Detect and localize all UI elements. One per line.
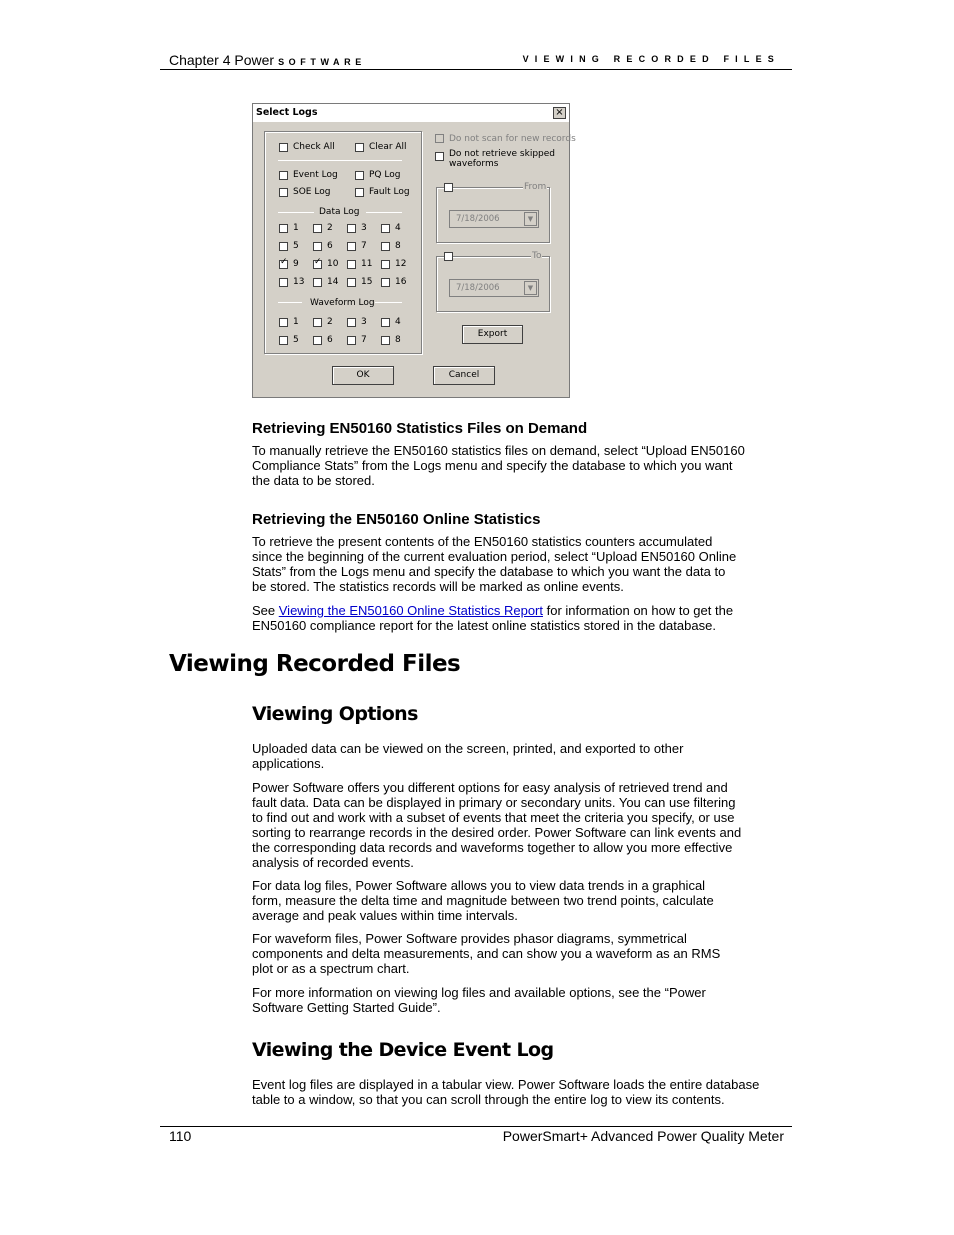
data-log-label-9: 9 — [293, 259, 299, 269]
data-log-label-12: 12 — [395, 259, 407, 269]
data-log-checkbox-7[interactable] — [347, 242, 356, 251]
do-not-retrieve-checkbox[interactable] — [435, 152, 444, 161]
waveform-log-checkbox-5[interactable] — [279, 336, 288, 345]
page-number: 110 — [169, 1128, 192, 1144]
waveform-log-label-5: 5 — [293, 335, 299, 345]
waveform-log-checkbox-1[interactable] — [279, 318, 288, 327]
dialog-titlebar — [253, 104, 569, 123]
data-log-label-13: 13 — [293, 277, 305, 287]
waveform-log-label-4: 4 — [395, 317, 401, 327]
to-date-value: 7/18/2006 — [456, 283, 500, 293]
from-checkbox[interactable] — [444, 183, 453, 192]
footer-product: PowerSmart+ Advanced Power Quality Meter — [502, 1128, 784, 1144]
paragraph: For waveform files, Power Software provides phasor diagrams, symmetrical components and delta measurements, and can show you a waveform as an RMS plot or as a spectrum chart. — [252, 931, 721, 976]
data-log-checkbox-4[interactable] — [381, 224, 390, 233]
to-date-combo[interactable] — [449, 279, 539, 297]
waveform-log-label: Waveform Log — [310, 298, 375, 308]
waveform-log-checkbox-8[interactable] — [381, 336, 390, 345]
do-not-retrieve-label: Do not retrieve skipped waveforms — [449, 149, 556, 169]
data-log-checkbox-3[interactable] — [347, 224, 356, 233]
pq-log-label: PQ Log — [369, 170, 401, 180]
waveform-log-checkbox-2[interactable] — [313, 318, 322, 327]
data-log-label-10: 10 — [327, 259, 339, 269]
export-button[interactable]: Export — [462, 325, 523, 344]
paragraph: To retrieve the present contents of the EN50160 statistics counters accumulated since the beginning of the current evaluation period, select “Upload EN50160 Online Stats” from the Logs menu and specify the database to which you want the data to be stored. The statistics records will be marked as online events. — [252, 534, 737, 594]
data-log-checkbox-2[interactable] — [313, 224, 322, 233]
data-log-label-8: 8 — [395, 241, 401, 251]
chevron-down-icon[interactable]: ▼ — [524, 281, 537, 295]
soe-log-label: SOE Log — [293, 187, 331, 197]
data-log-checkbox-11[interactable] — [347, 260, 356, 269]
data-log-checkbox-8[interactable] — [381, 242, 390, 251]
data-log-checkbox-5[interactable] — [279, 242, 288, 251]
page-title: Viewing Recorded Files — [169, 651, 461, 677]
data-log-checkbox-14[interactable] — [313, 278, 322, 287]
check-all-checkbox[interactable] — [279, 143, 288, 152]
chevron-down-icon[interactable]: ▼ — [524, 212, 537, 226]
header-chapter-text: Chapter 4 Power — [169, 52, 275, 68]
clear-all-checkbox[interactable] — [355, 143, 364, 152]
data-log-checkbox-13[interactable] — [279, 278, 288, 287]
fault-log-label: Fault Log — [369, 187, 410, 197]
paragraph-with-link — [252, 603, 752, 633]
footer-rule — [160, 1126, 792, 1127]
data-log-label-15: 15 — [361, 277, 373, 287]
from-date-combo[interactable] — [449, 210, 539, 228]
data-log-label-5: 5 — [293, 241, 299, 251]
data-log-label-2: 2 — [327, 223, 333, 233]
waveform-log-checkbox-6[interactable] — [313, 336, 322, 345]
cancel-button[interactable]: Cancel — [433, 366, 495, 385]
waveform-log-label-6: 6 — [327, 335, 333, 345]
header-chapter — [169, 52, 366, 68]
data-log-label-3: 3 — [361, 223, 367, 233]
close-icon[interactable]: × — [553, 107, 566, 119]
section-heading: Retrieving the EN50160 Online Statistics — [252, 511, 541, 528]
divider — [366, 212, 402, 213]
paragraph: For more information on viewing log files and available options, see the “Power Software Getting Started Guide”. — [252, 985, 706, 1015]
to-label: To — [532, 251, 542, 261]
data-log-label-4: 4 — [395, 223, 401, 233]
from-date-value: 7/18/2006 — [456, 214, 500, 224]
fault-log-checkbox[interactable] — [355, 188, 364, 197]
event-log-label: Event Log — [293, 170, 338, 180]
do-not-scan-label: Do not scan for new records — [449, 134, 576, 144]
data-log-checkbox-16[interactable] — [381, 278, 390, 287]
data-log-checkbox-12[interactable] — [381, 260, 390, 269]
divider — [278, 160, 402, 161]
section-heading: Retrieving EN50160 Statistics Files on Demand — [252, 420, 588, 437]
divider — [278, 212, 314, 213]
divider — [278, 302, 302, 303]
clear-all-label: Clear All — [369, 142, 407, 152]
waveform-log-checkbox-4[interactable] — [381, 318, 390, 327]
paragraph: Uploaded data can be viewed on the screen, printed, and exported to other applications. — [252, 741, 684, 771]
waveform-log-label-2: 2 — [327, 317, 333, 327]
check-all-label: Check All — [293, 142, 335, 152]
header-section: VIEWING RECORDED FILES — [522, 54, 780, 64]
paragraph: To manually retrieve the EN50160 statistics files on demand, select “Upload EN50160 Compliance Stats” from the Logs menu and specify the database to which you want the data to be stored. — [252, 443, 745, 488]
waveform-log-checkbox-3[interactable] — [347, 318, 356, 327]
data-log-label-1: 1 — [293, 223, 299, 233]
data-log-label-14: 14 — [327, 277, 339, 287]
data-log-label-7: 7 — [361, 241, 367, 251]
data-log-checkbox-6[interactable] — [313, 242, 322, 251]
data-log-checkbox-9[interactable] — [279, 260, 288, 269]
event-log-checkbox[interactable] — [279, 171, 288, 180]
data-log-label: Data Log — [319, 207, 360, 217]
data-log-label-11: 11 — [361, 259, 373, 269]
do-not-scan-checkbox[interactable] — [435, 134, 444, 143]
waveform-log-label-3: 3 — [361, 317, 367, 327]
data-log-checkbox-1[interactable] — [279, 224, 288, 233]
subsection-heading: Viewing Options — [252, 703, 418, 725]
data-log-label-16: 16 — [395, 277, 407, 287]
soe-log-checkbox[interactable] — [279, 188, 288, 197]
ok-button[interactable]: OK — [332, 366, 394, 385]
waveform-log-label-1: 1 — [293, 317, 299, 327]
pq-log-checkbox[interactable] — [355, 171, 364, 180]
report-link[interactable]: Viewing the EN50160 Online Statistics Report — [278, 603, 543, 618]
waveform-log-label-7: 7 — [361, 335, 367, 345]
waveform-log-label-8: 8 — [395, 335, 401, 345]
text: See — [252, 603, 279, 618]
header-rule — [160, 69, 792, 70]
paragraph: For data log files, Power Software allows you to view data trends in a graphical form, measure the delta time and magnitude between two trend points, calculate average and peak values within time intervals. — [252, 878, 714, 923]
subsection-heading: Viewing the Device Event Log — [252, 1039, 554, 1061]
header-software: SOFTWARE — [278, 57, 366, 67]
divider — [375, 302, 402, 303]
paragraph: Event log files are displayed in a tabular view. Power Software loads the entire database table to a window, so that you can scroll through the entire log to view its contents. — [252, 1077, 760, 1107]
data-log-checkbox-10[interactable] — [313, 260, 322, 269]
text: for information on how to get the EN50160 compliance report for the latest online statistics stored in the database. — [252, 603, 734, 633]
data-log-checkbox-15[interactable] — [347, 278, 356, 287]
to-checkbox[interactable] — [444, 252, 453, 261]
from-label: From — [524, 182, 547, 192]
waveform-log-checkbox-7[interactable] — [347, 336, 356, 345]
paragraph: Power Software offers you different options for easy analysis of retrieved trend and fault data. Data can be displayed in primary or secondary units. You can use filtering to find out and work with a subset of events that meet the criteria you specify, or use sorting to rearrange records in the desired order. Power Software can link events and the corresponding data records and waveforms together to allow you more effective analysis of recorded events. — [252, 780, 742, 870]
dialog-title: Select Logs — [256, 107, 318, 118]
data-log-label-6: 6 — [327, 241, 333, 251]
select-logs-dialog — [252, 103, 576, 398]
